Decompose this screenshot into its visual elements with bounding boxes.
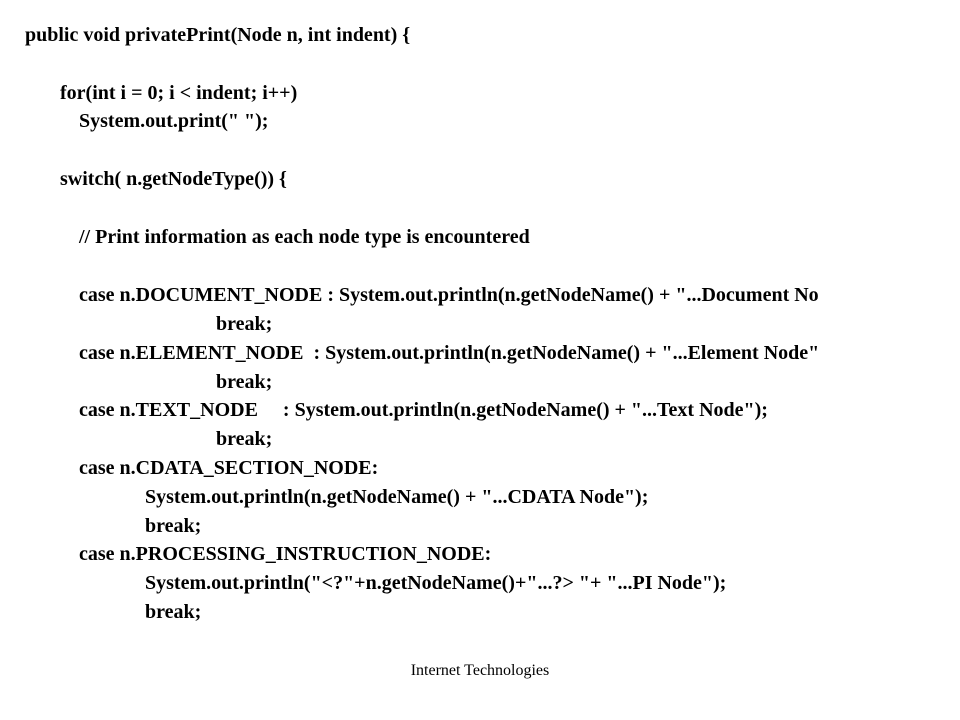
- code-line-break: break;: [145, 515, 202, 537]
- code-line-case-element: case n.ELEMENT_NODE : System.out.println(n.getNodeName() + "...Element Node": [79, 342, 820, 364]
- code-line-break: break;: [216, 371, 273, 393]
- code-line-break: break;: [145, 601, 202, 623]
- code-line-print-space: System.out.print(" ");: [79, 110, 269, 132]
- code-line-println-cdata: System.out.println(n.getNodeName() + "...CDATA Node");: [145, 486, 649, 508]
- code-line-case-cdata: case n.CDATA_SECTION_NODE:: [79, 457, 379, 479]
- slide-footer: Internet Technologies: [410, 662, 550, 679]
- code-line-method-signature: public void privatePrint(Node n, int indent) {: [25, 24, 411, 46]
- code-line-case-document: case n.DOCUMENT_NODE : System.out.println(n.getNodeName() + "...Document No: [79, 284, 819, 306]
- code-line-break: break;: [216, 313, 273, 335]
- code-line-comment: // Print information as each node type is encountered: [79, 226, 530, 248]
- code-line-for-loop: for(int i = 0; i < indent; i++): [60, 82, 298, 104]
- code-line-case-text: case n.TEXT_NODE : System.out.println(n.getNodeName() + "...Text Node");: [79, 399, 768, 421]
- code-line-break: break;: [216, 428, 273, 450]
- code-line-case-processing-instruction: case n.PROCESSING_INSTRUCTION_NODE:: [79, 543, 492, 565]
- code-line-println-pi: System.out.println("<?"+n.getNodeName()+"...?> "+ "...PI Node");: [145, 572, 727, 594]
- code-line-switch: switch( n.getNodeType()) {: [60, 168, 287, 190]
